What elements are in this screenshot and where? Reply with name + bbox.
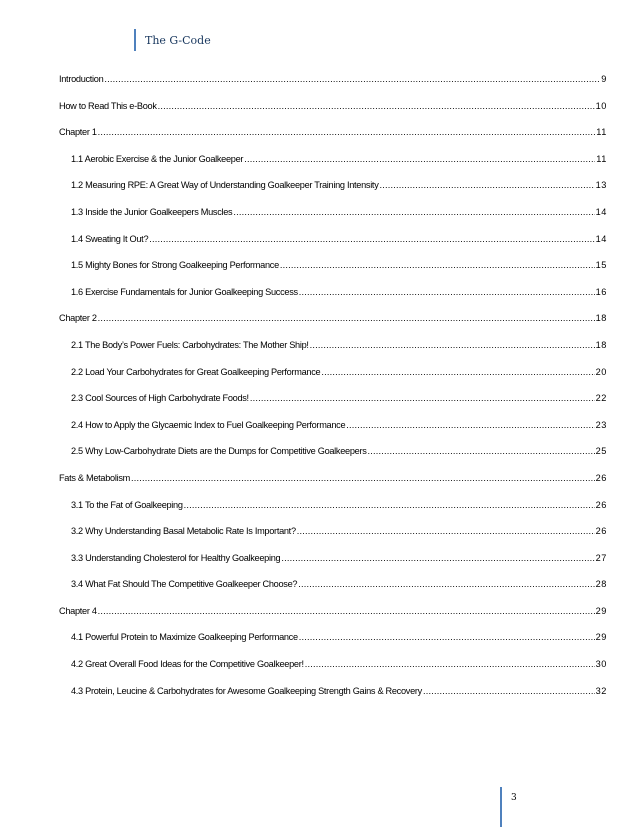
toc-entry-label: Chapter 4 — [59, 605, 97, 616]
toc-dot-leader — [98, 127, 596, 137]
toc-entry[interactable] — [59, 553, 607, 580]
toc-entry-page-number: 10 — [595, 100, 607, 111]
toc-dot-leader — [346, 420, 594, 430]
toc-entry[interactable] — [59, 579, 607, 606]
toc-entry-page-number: 11 — [596, 153, 607, 164]
toc-dot-leader — [305, 659, 595, 669]
toc-entry[interactable] — [59, 686, 607, 713]
toc-entry-label: How to Read This e-Book — [59, 100, 157, 111]
toc-entry-label: 1.4 Sweating It Out? — [71, 233, 149, 244]
toc-entry[interactable] — [59, 526, 607, 553]
toc-dot-leader — [149, 234, 594, 244]
toc-entry[interactable] — [59, 632, 607, 659]
toc-entry-label: 1.1 Aerobic Exercise & the Junior Goalkeeper — [71, 153, 244, 164]
toc-dot-leader — [244, 154, 595, 164]
toc-entry-label: 1.3 Inside the Junior Goalkeepers Muscles — [71, 206, 233, 217]
toc-entry-label: 2.3 Cool Sources of High Carbohydrate Foods! — [71, 393, 249, 404]
toc-entry-label: Fats & Metabolism — [59, 472, 130, 483]
toc-dot-leader — [233, 207, 594, 217]
page-number: 3 — [511, 793, 517, 803]
toc-entry-label: 3.3 Understanding Cholesterol for Healthy Goalkeeping — [71, 552, 281, 563]
document-title: The G-Code — [145, 33, 211, 47]
toc-entry-label: 3.2 Why Understanding Basal Metabolic Rate Is Important? — [71, 526, 296, 537]
toc-entry-page-number: 18 — [595, 313, 607, 324]
toc-entry[interactable] — [59, 313, 607, 340]
toc-entry-page-number: 28 — [595, 579, 607, 590]
toc-entry-label: 4.1 Powerful Protein to Maximize Goalkeeping Performance — [71, 632, 298, 643]
toc-entry-page-number: 22 — [595, 393, 607, 404]
toc-entry[interactable] — [59, 393, 607, 420]
toc-dot-leader — [299, 287, 595, 297]
toc-entry[interactable] — [59, 74, 607, 101]
toc-entry-page-number: 26 — [595, 472, 607, 483]
toc-dot-leader — [423, 686, 595, 696]
toc-dot-leader — [297, 526, 595, 536]
toc-entry[interactable] — [59, 101, 607, 128]
toc-dot-leader — [98, 313, 595, 323]
toc-entry-page-number: 14 — [595, 233, 607, 244]
toc-entry-label: 1.2 Measuring RPE: A Great Way of Understanding Goalkeeper Training Intensity — [71, 180, 379, 191]
toc-entry-page-number: 26 — [595, 526, 607, 537]
toc-dot-leader — [310, 340, 595, 350]
toc-entry[interactable] — [59, 180, 607, 207]
toc-entry-page-number: 29 — [595, 632, 607, 643]
toc-entry-page-number: 11 — [596, 127, 607, 138]
toc-entry-label: 4.2 Great Overall Food Ideas for the Competitive Goalkeeper! — [71, 659, 304, 670]
toc-entry-label: Introduction — [59, 74, 104, 84]
toc-entry-page-number: 25 — [595, 446, 607, 457]
toc-dot-leader — [158, 101, 595, 111]
toc-entry[interactable] — [59, 234, 607, 261]
toc-entry-page-number: 13 — [595, 180, 607, 191]
toc-entry-page-number: 20 — [595, 366, 607, 377]
page-footer — [500, 787, 517, 827]
toc-entry[interactable] — [59, 340, 607, 367]
toc-dot-leader — [281, 553, 594, 563]
toc-entry-page-number: 16 — [595, 286, 607, 297]
toc-dot-leader — [298, 579, 594, 589]
toc-dot-leader — [280, 260, 595, 270]
toc-entry-page-number: 15 — [595, 260, 607, 271]
toc-entry-page-number: 9 — [601, 74, 607, 84]
toc-dot-leader — [131, 473, 595, 483]
toc-entry-label: 4.3 Protein, Leucine & Carbohydrates for Awesome Goalkeeping Strength Gains & Recovery — [71, 685, 422, 696]
toc-entry[interactable] — [59, 473, 607, 500]
toc-entry-label: 2.2 Load Your Carbohydrates for Great Goalkeeping Performance — [71, 366, 321, 377]
toc-dot-leader — [104, 74, 600, 84]
toc-entry-label: 1.5 Mighty Bones for Strong Goalkeeping Performance — [71, 260, 279, 271]
toc-entry[interactable] — [59, 287, 607, 314]
toc-entry-page-number: 23 — [595, 419, 607, 430]
toc-entry[interactable] — [59, 446, 607, 473]
toc-entry-page-number: 32 — [595, 685, 607, 696]
toc-entry-label: 1.6 Exercise Fundamentals for Junior Goalkeeping Success — [71, 286, 298, 297]
toc-entry-page-number: 30 — [595, 659, 607, 670]
toc-entry-page-number: 27 — [595, 552, 607, 563]
toc-entry-label: 2.1 The Body’s Power Fuels: Carbohydrates: The Mother Ship! — [71, 339, 309, 350]
toc-entry-label: 2.4 How to Apply the Glycaemic Index to Fuel Goalkeeping Performance — [71, 419, 346, 430]
toc-entry-label: Chapter 1 — [59, 127, 97, 138]
toc-entry[interactable] — [59, 606, 607, 633]
toc-entry-page-number: 29 — [595, 605, 607, 616]
toc-dot-leader — [299, 632, 595, 642]
toc-dot-leader — [321, 367, 594, 377]
toc-dot-leader — [98, 606, 595, 616]
toc-dot-leader — [379, 180, 594, 190]
toc-entry-label: 2.5 Why Low-Carbohydrate Diets are the Dumps for Competitive Goalkeepers — [71, 446, 367, 457]
toc-entry[interactable] — [59, 500, 607, 527]
toc-dot-leader — [184, 500, 595, 510]
toc-entry[interactable] — [59, 659, 607, 686]
toc-dot-leader — [368, 446, 595, 456]
toc-entry-page-number: 14 — [595, 206, 607, 217]
toc-dot-leader — [250, 393, 595, 403]
toc-entry[interactable] — [59, 260, 607, 287]
toc-entry-label: Chapter 2 — [59, 313, 97, 324]
table-of-contents — [59, 74, 607, 712]
toc-entry[interactable] — [59, 420, 607, 447]
toc-entry[interactable] — [59, 127, 607, 154]
toc-entry[interactable] — [59, 154, 607, 181]
toc-entry-label: 3.1 To the Fat of Goalkeeping — [71, 499, 183, 510]
toc-entry-label: 3.4 What Fat Should The Competitive Goalkeeper Choose? — [71, 579, 298, 590]
toc-entry-page-number: 26 — [595, 499, 607, 510]
toc-entry[interactable] — [59, 367, 607, 394]
page-header — [134, 29, 211, 51]
toc-entry-page-number: 18 — [595, 339, 607, 350]
toc-entry[interactable] — [59, 207, 607, 234]
